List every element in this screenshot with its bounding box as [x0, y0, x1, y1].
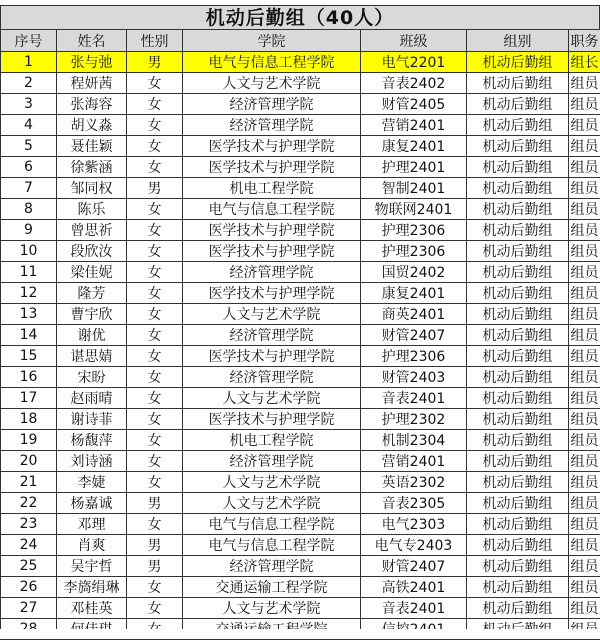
cell-no: 25	[1, 556, 57, 577]
cell-college: 人文与艺术学院	[183, 304, 361, 325]
cell-role: 组员	[569, 304, 600, 325]
cell-name: 杨嘉诚	[57, 493, 127, 514]
cell-class: 电气专2403	[361, 535, 467, 556]
cell-gender: 男	[127, 556, 183, 577]
header-row	[1, 30, 600, 52]
cell-gender: 男	[127, 493, 183, 514]
cell-college: 经济管理学院	[183, 115, 361, 136]
table-row	[1, 325, 600, 346]
cell-gender: 女	[127, 220, 183, 241]
cell-college: 人文与艺术学院	[183, 472, 361, 493]
cell-group: 机动后勤组	[467, 367, 569, 388]
cell-class: 财管2407	[361, 556, 467, 577]
cell-group: 机动后勤组	[467, 451, 569, 472]
cell-class: 高铁2401	[361, 577, 467, 598]
cell-class: 国贸2402	[361, 262, 467, 283]
cell-gender: 男	[127, 178, 183, 199]
table-row	[1, 262, 600, 283]
cell-gender: 女	[127, 451, 183, 472]
cell-gender: 女	[127, 346, 183, 367]
table-row	[1, 241, 600, 262]
cell-class: 音表2402	[361, 73, 467, 94]
cell-role: 组员	[569, 493, 600, 514]
cell-class: 电气2201	[361, 52, 467, 73]
table-title: 机动后勤组（40人）	[0, 5, 600, 29]
table-row	[1, 493, 600, 514]
table-row	[1, 577, 600, 598]
cell-no: 12	[1, 283, 57, 304]
cell-group: 机动后勤组	[467, 430, 569, 451]
cell-group: 机动后勤组	[467, 493, 569, 514]
cell-name: 段欣汝	[57, 241, 127, 262]
cell-class: 营销2401	[361, 115, 467, 136]
table-row	[1, 409, 600, 430]
cell-gender: 女	[127, 472, 183, 493]
cell-class: 音表2305	[361, 493, 467, 514]
cell-college: 人文与艺术学院	[183, 388, 361, 409]
header-group: 组别	[467, 30, 569, 52]
cell-group: 机动后勤组	[467, 115, 569, 136]
cell-role: 组员	[569, 325, 600, 346]
table-row	[1, 220, 600, 241]
table-row	[1, 535, 600, 556]
cell-group: 机动后勤组	[467, 241, 569, 262]
cell-role: 组员	[569, 409, 600, 430]
cell-college: 医学技术与护理学院	[183, 241, 361, 262]
cell-group: 机动后勤组	[467, 136, 569, 157]
cell-gender: 男	[127, 535, 183, 556]
cell-no: 26	[1, 577, 57, 598]
cell-name: 张海容	[57, 94, 127, 115]
cell-group: 机动后勤组	[467, 262, 569, 283]
cell-group: 机动后勤组	[467, 199, 569, 220]
cell-class: 护理2306	[361, 346, 467, 367]
cell-no: 22	[1, 493, 57, 514]
table-row	[1, 430, 600, 451]
cell-college: 医学技术与护理学院	[183, 283, 361, 304]
cell-gender: 女	[127, 241, 183, 262]
cell-role: 组员	[569, 283, 600, 304]
header-name: 姓名	[57, 30, 127, 52]
cell-gender: 女	[127, 115, 183, 136]
cell-college: 医学技术与护理学院	[183, 409, 361, 430]
cell-role: 组员	[569, 577, 600, 598]
cell-gender: 女	[127, 409, 183, 430]
cell-group: 机动后勤组	[467, 304, 569, 325]
table-row	[1, 115, 600, 136]
cell-name: 肖爽	[57, 535, 127, 556]
cell-class: 商英2401	[361, 304, 467, 325]
cell-name: 李婕	[57, 472, 127, 493]
cell-class: 音表2401	[361, 598, 467, 619]
cell-name: 吴宇哲	[57, 556, 127, 577]
cell-college: 电气与信息工程学院	[183, 199, 361, 220]
roster-table	[0, 29, 600, 640]
cell-role: 组员	[569, 157, 600, 178]
cell-no: 16	[1, 367, 57, 388]
cell-no: 15	[1, 346, 57, 367]
cell-group: 机动后勤组	[467, 157, 569, 178]
cell-group: 机动后勤组	[467, 514, 569, 535]
table-row	[1, 556, 600, 577]
cell-no: 4	[1, 115, 57, 136]
table-row	[1, 346, 600, 367]
cell-group: 机动后勤组	[467, 556, 569, 577]
cell-no: 27	[1, 598, 57, 619]
cell-no: 18	[1, 409, 57, 430]
cell-college: 电气与信息工程学院	[183, 535, 361, 556]
cell-gender: 女	[127, 94, 183, 115]
cell-group: 机动后勤组	[467, 52, 569, 73]
cell-role: 组员	[569, 514, 600, 535]
cell-gender: 女	[127, 577, 183, 598]
cell-role: 组长	[569, 52, 600, 73]
header-college: 学院	[183, 30, 361, 52]
cell-gender: 女	[127, 367, 183, 388]
cell-college: 人文与艺术学院	[183, 598, 361, 619]
cell-name: 宋盼	[57, 367, 127, 388]
cell-role: 组员	[569, 136, 600, 157]
cell-group: 机动后勤组	[467, 178, 569, 199]
cell-role: 组员	[569, 451, 600, 472]
cell-name: 陈乐	[57, 199, 127, 220]
cell-role: 组员	[569, 472, 600, 493]
cell-no: 23	[1, 514, 57, 535]
cell-class: 财管2405	[361, 94, 467, 115]
table-body	[1, 52, 600, 640]
cell-college: 医学技术与护理学院	[183, 136, 361, 157]
cell-name: 杨馥萍	[57, 430, 127, 451]
cell-group: 机动后勤组	[467, 283, 569, 304]
cell-no: 7	[1, 178, 57, 199]
cell-name: 谌思婧	[57, 346, 127, 367]
cell-college: 经济管理学院	[183, 94, 361, 115]
cell-gender: 女	[127, 430, 183, 451]
cell-role: 组员	[569, 73, 600, 94]
cell-no: 9	[1, 220, 57, 241]
cell-gender: 女	[127, 598, 183, 619]
table-row	[1, 367, 600, 388]
table-row	[1, 514, 600, 535]
cell-class: 机制2304	[361, 430, 467, 451]
cell-class: 康复2401	[361, 136, 467, 157]
table-row	[1, 283, 600, 304]
cell-gender: 女	[127, 73, 183, 94]
cell-role: 组员	[569, 178, 600, 199]
cell-name: 谢优	[57, 325, 127, 346]
cell-role: 组员	[569, 598, 600, 619]
cell-no: 3	[1, 94, 57, 115]
cell-gender: 女	[127, 304, 183, 325]
cell-no: 19	[1, 430, 57, 451]
cell-gender: 男	[127, 52, 183, 73]
cell-college: 经济管理学院	[183, 556, 361, 577]
cell-college: 医学技术与护理学院	[183, 346, 361, 367]
cell-gender: 女	[127, 262, 183, 283]
cell-class: 财管2403	[361, 367, 467, 388]
cell-name: 谢诗菲	[57, 409, 127, 430]
cell-no: 6	[1, 157, 57, 178]
cell-role: 组员	[569, 115, 600, 136]
cell-college: 经济管理学院	[183, 367, 361, 388]
table-row	[1, 178, 600, 199]
table-row	[1, 451, 600, 472]
cell-name: 胡义淼	[57, 115, 127, 136]
cell-no: 1	[1, 52, 57, 73]
cell-role: 组员	[569, 535, 600, 556]
cell-role: 组员	[569, 556, 600, 577]
cell-class: 护理2306	[361, 241, 467, 262]
cell-group: 机动后勤组	[467, 409, 569, 430]
cell-gender: 女	[127, 283, 183, 304]
cell-name: 邹同权	[57, 178, 127, 199]
cell-no: 5	[1, 136, 57, 157]
cell-group: 机动后勤组	[467, 577, 569, 598]
spreadsheet	[0, 5, 600, 640]
cell-college: 医学技术与护理学院	[183, 220, 361, 241]
cell-gender: 女	[127, 199, 183, 220]
cell-group: 机动后勤组	[467, 325, 569, 346]
cell-no: 11	[1, 262, 57, 283]
cell-no: 10	[1, 241, 57, 262]
cell-no: 20	[1, 451, 57, 472]
cell-name: 隆芳	[57, 283, 127, 304]
table-row	[1, 94, 600, 115]
cell-class: 物联网2401	[361, 199, 467, 220]
cell-college: 经济管理学院	[183, 262, 361, 283]
cell-role: 组员	[569, 346, 600, 367]
cell-no: 8	[1, 199, 57, 220]
cell-class: 护理2302	[361, 409, 467, 430]
cell-no: 24	[1, 535, 57, 556]
table-row	[1, 598, 600, 619]
cell-name: 赵雨晴	[57, 388, 127, 409]
cell-class: 智制2401	[361, 178, 467, 199]
cell-class: 音表2401	[361, 388, 467, 409]
table-row	[1, 157, 600, 178]
cell-role: 组员	[569, 262, 600, 283]
cell-gender: 女	[127, 514, 183, 535]
cell-role: 组员	[569, 241, 600, 262]
cell-group: 机动后勤组	[467, 73, 569, 94]
cell-name: 刘诗涵	[57, 451, 127, 472]
cell-role: 组员	[569, 430, 600, 451]
cell-name: 梁佳妮	[57, 262, 127, 283]
cell-gender: 女	[127, 388, 183, 409]
cell-role: 组员	[569, 220, 600, 241]
cell-gender: 女	[127, 157, 183, 178]
cell-name: 程妍茜	[57, 73, 127, 94]
cell-no: 13	[1, 304, 57, 325]
cell-college: 机电工程学院	[183, 178, 361, 199]
cell-class: 营销2401	[361, 451, 467, 472]
cell-no: 21	[1, 472, 57, 493]
cell-role: 组员	[569, 94, 600, 115]
cell-class: 护理2306	[361, 220, 467, 241]
cell-name: 徐紫涵	[57, 157, 127, 178]
cell-college: 机电工程学院	[183, 430, 361, 451]
cell-group: 机动后勤组	[467, 220, 569, 241]
cell-name: 聂佳颖	[57, 136, 127, 157]
table-row	[1, 73, 600, 94]
table-row	[1, 304, 600, 325]
table-row	[1, 52, 600, 73]
cell-class: 电气2303	[361, 514, 467, 535]
table-row	[1, 136, 600, 157]
cell-college: 人文与艺术学院	[183, 493, 361, 514]
header-role: 职务	[569, 30, 600, 52]
cell-class: 护理2401	[361, 157, 467, 178]
cell-role: 组员	[569, 199, 600, 220]
cell-gender: 女	[127, 325, 183, 346]
cell-name: 张与弛	[57, 52, 127, 73]
header-gender: 性别	[127, 30, 183, 52]
cell-gender: 女	[127, 136, 183, 157]
cell-group: 机动后勤组	[467, 535, 569, 556]
cell-no: 17	[1, 388, 57, 409]
cell-group: 机动后勤组	[467, 472, 569, 493]
table-row	[1, 388, 600, 409]
cell-college: 经济管理学院	[183, 325, 361, 346]
cell-no: 2	[1, 73, 57, 94]
cell-class: 康复2401	[361, 283, 467, 304]
cell-class: 财管2407	[361, 325, 467, 346]
cell-name: 李旖绢琳	[57, 577, 127, 598]
cell-group: 机动后勤组	[467, 598, 569, 619]
cell-college: 交通运输工程学院	[183, 577, 361, 598]
cell-class: 英语2302	[361, 472, 467, 493]
cell-name: 曹宇欣	[57, 304, 127, 325]
cell-no: 14	[1, 325, 57, 346]
cell-group: 机动后勤组	[467, 346, 569, 367]
bottom-edge	[0, 629, 600, 639]
cell-group: 机动后勤组	[467, 94, 569, 115]
cell-college: 人文与艺术学院	[183, 73, 361, 94]
cell-name: 邓理	[57, 514, 127, 535]
cell-role: 组员	[569, 367, 600, 388]
cell-group: 机动后勤组	[467, 388, 569, 409]
table-row	[1, 472, 600, 493]
cell-college: 经济管理学院	[183, 451, 361, 472]
table-row	[1, 199, 600, 220]
cell-college: 电气与信息工程学院	[183, 52, 361, 73]
cell-college: 电气与信息工程学院	[183, 514, 361, 535]
cell-name: 曾思祈	[57, 220, 127, 241]
header-class: 班级	[361, 30, 467, 52]
header-no: 序号	[1, 30, 57, 52]
cell-college: 医学技术与护理学院	[183, 157, 361, 178]
cell-role: 组员	[569, 388, 600, 409]
cell-name: 邓桂英	[57, 598, 127, 619]
